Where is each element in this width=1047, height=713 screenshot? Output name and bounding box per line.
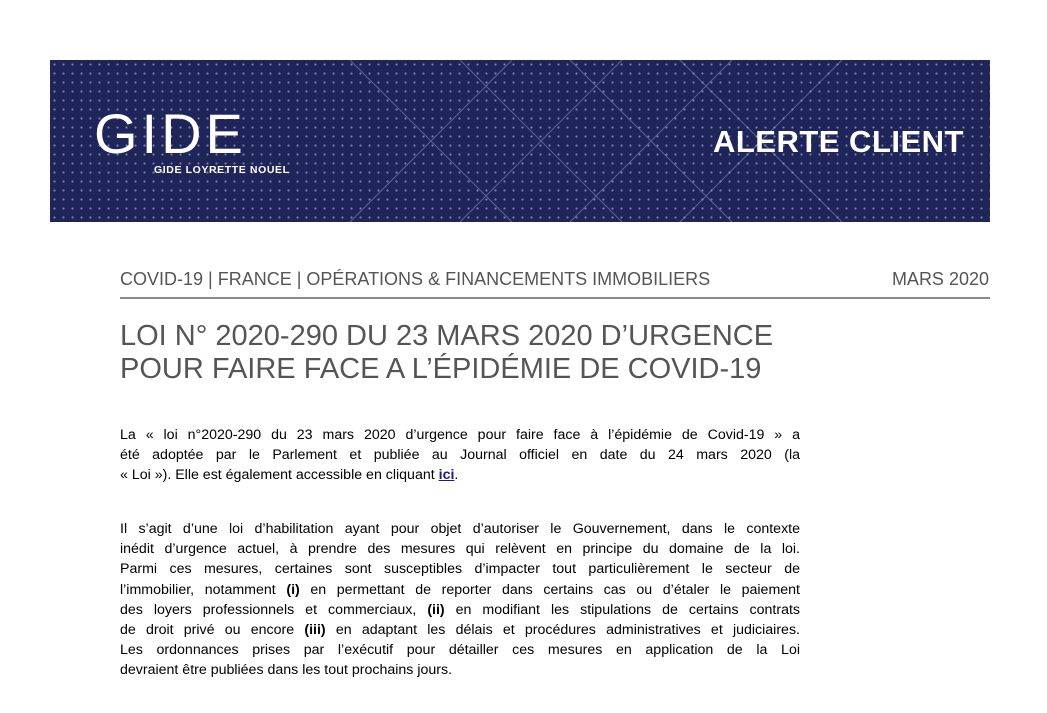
- line-text: des loyers professionnels et commerciaux,: [120, 601, 428, 618]
- page-title: [120, 320, 940, 386]
- paragraph-line: [120, 465, 800, 485]
- alert-client-label: ALERTE CLIENT: [712, 124, 964, 159]
- paragraph-intro: [120, 425, 800, 486]
- paragraph-line: [120, 600, 800, 620]
- publication-date: MARS 2020: [891, 269, 989, 289]
- paragraph-line: été adoptée par le Parlement et publiée au Journal officiel en date du 24 mars 2020 (la: [120, 447, 800, 464]
- paragraph-measures: [120, 519, 800, 681]
- logo-wordmark: GIDE: [94, 102, 247, 165]
- paragraph-line: inédit d’urgence actuel, à prendre des mesures qui relèvent en principe du domaine de la loi.: [120, 541, 800, 558]
- title-line-2: POUR FAIRE FACE A L’ÉPIDÉMIE DE COVID-19: [120, 353, 762, 385]
- paragraph-line: Les ordonnances prises par l’exécutif pour détailler ces mesures en application de la Loi: [120, 642, 800, 659]
- ici-link[interactable]: ici: [438, 467, 455, 484]
- line-text: « Loi »). Elle est également accessible en cliquant: [120, 467, 439, 484]
- marker-ii: (ii): [427, 601, 445, 618]
- line-text: de droit privé ou encore: [120, 622, 305, 639]
- paragraph-line: [120, 620, 800, 640]
- paragraph-line: Il s’agit d’une loi d’habilitation ayant pour objet d’autoriser le Gouvernement, dans le contexte: [120, 521, 800, 537]
- line-text: en adaptant les délais et procédures administratives et judiciaires.: [325, 622, 800, 639]
- paragraph-line: La « loi n°2020-290 du 23 mars 2020 d’urgence pour faire face à l’épidémie de Covid-19 » a: [120, 427, 800, 443]
- title-line-1: LOI N° 2020-290 DU 23 MARS 2020 D’URGENCE: [120, 320, 774, 352]
- paragraph-line: devraient être publiées dans les tout prochains jours.: [120, 662, 453, 679]
- paragraph-line: Parmi ces mesures, certaines sont susceptibles d’impacter tout particulièrement le secteur de: [120, 561, 800, 578]
- line-text: l’immobilier, notamment: [120, 581, 287, 598]
- logo-subtitle: GIDE LOYRETTE NOUEL: [154, 164, 290, 176]
- marker-iii: (iii): [304, 622, 326, 639]
- category-bar: [120, 266, 990, 299]
- marker-i: (i): [286, 581, 300, 598]
- line-text: en modifiant les stipulations de certains contrats: [444, 601, 801, 618]
- header-banner: [50, 60, 990, 222]
- gide-logo: [94, 102, 290, 176]
- paragraph-line: [120, 580, 800, 600]
- line-text: en permettant de reporter dans certains cas ou d’étaler le paiement: [299, 581, 800, 598]
- category-breadcrumb: COVID-19 | FRANCE | OPÉRATIONS & FINANCEMENTS IMMOBILIERS: [120, 269, 711, 289]
- line-text: .: [454, 467, 459, 484]
